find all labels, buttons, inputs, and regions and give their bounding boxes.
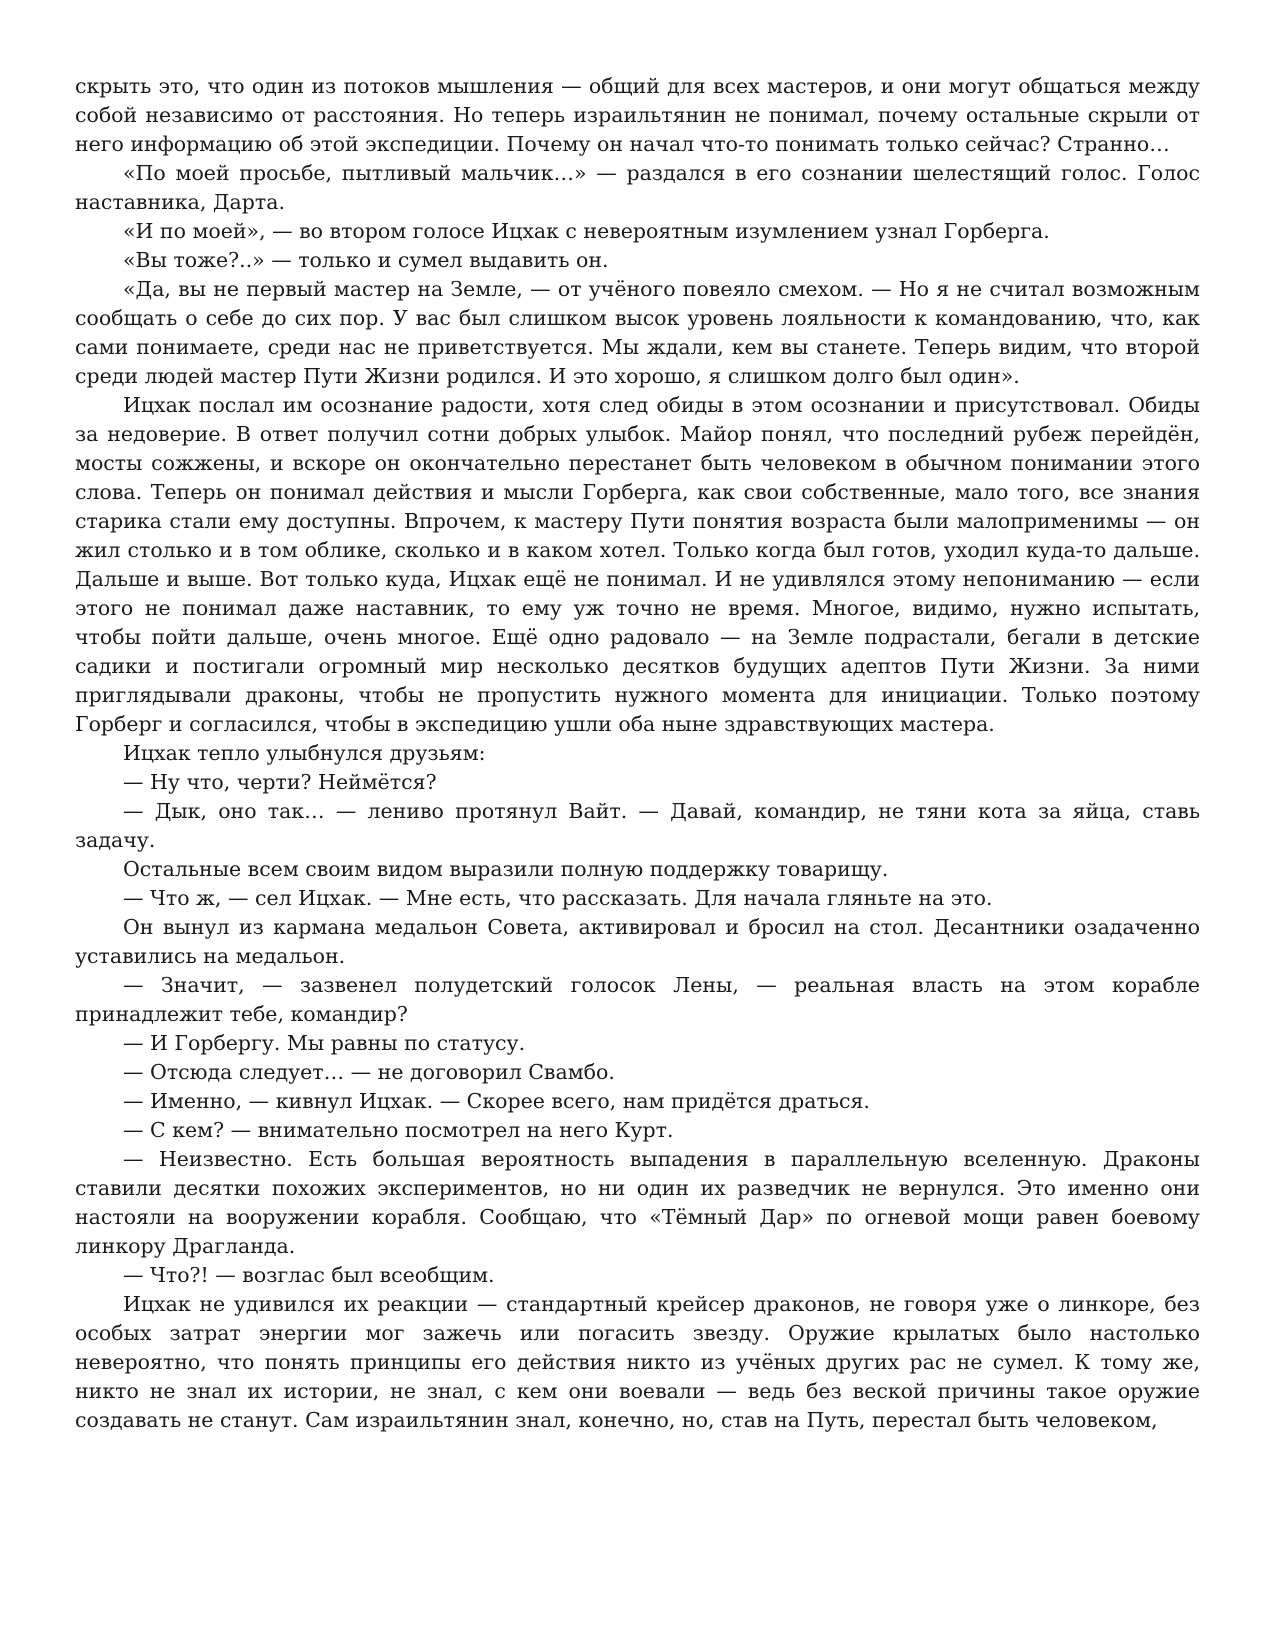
paragraph: — Что?! — возглас был всеобщим. bbox=[123, 1263, 495, 1287]
paragraph: скрыть это, что один из потоков мышления — общий для всех мастеров, и они могут общаться между собой независимо от расстояния. Но теперь израильтянин не понимал, почему остальные скрыли от него информацию об этой экспедиции. Почему он начал что-то понимать только сейчас? Странно… bbox=[75, 74, 1200, 156]
paragraph: Ицхак не удивился их реакции — стандартный крейсер драконов, не говоря уже о линкоре, без особых затрат энергии мог зажечь или погасить звезду. Оружие крылатых было настолько невероятно, что понять принципы его действия никто из учёных других рас не сумел. К тому же, никто не знал их истории, не знал, с кем они воевали — ведь без веской причины такое оружие создавать не станут. Сам израильтянин знал, конечно, но, став на Путь, перестал быть человеком, bbox=[75, 1292, 1200, 1432]
paragraph: — Отсюда следует… — не договорил Свамбо. bbox=[123, 1060, 615, 1084]
paragraph: Ицхак тепло улыбнулся друзьям: bbox=[123, 741, 486, 765]
paragraph: Он вынул из кармана медальон Совета, активировал и бросил на стол. Десантники озадаченно уставились на медальон. bbox=[75, 915, 1200, 968]
paragraph: «Да, вы не первый мастер на Земле, — от учёного повеяло смехом. — Но я не считал возможным сообщать о себе до сих пор. У вас был слишком высок уровень лояльности к командованию, что, как сами понимаете, среди нас не приветствуется. Мы ждали, кем вы станете. Теперь видим, что второй среди людей мастер Пути Жизни родился. И это хорошо, я слишком долго был один». bbox=[75, 277, 1200, 388]
paragraph: — Значит, — зазвенел полудетский голосок Лены, — реальная власть на этом корабле принадлежит тебе, командир? bbox=[75, 973, 1200, 1026]
paragraph: Ицхак послал им осознание радости, хотя след обиды в этом осознании и присутствовал. Обиды за недоверие. В ответ получил сотни добрых улыбок. Майор понял, что последний рубеж перейдён, мосты сожжены, и вскоре он окончательно перестанет быть человеком в обычном понимании этого слова. Теперь он понимал действия и мысли Горберга, как свои собственные, мало того, все знания старика стали ему доступны. Впрочем, к мастеру Пути понятия возраста были малоприменимы — он жил столько и в том облике, сколько и в каком хотел. Только когда был готов, уходил куда-то дальше. Дальше и выше. Вот только куда, Ицхак ещё не понимал. И не удивлялся этому непониманию — если этого не понимал даже наставник, то ему уж точно не время. Многое, видимо, нужно испытать, чтобы пойти дальше, очень многое. Ещё одно радовало — на Земле подрастали, бегали в детские садики и постигали огромный мир несколько десятков будущих адептов Пути Жизни. За ними приглядывали драконы, чтобы не пропустить нужного момента для инициации. Только поэтому Горберг и согласился, чтобы в экспедицию ушли оба ныне здравствующих мастера. bbox=[75, 393, 1200, 736]
paragraph: — Ну что, черти? Неймётся? bbox=[123, 770, 437, 794]
paragraph: — Что ж, — сел Ицхак. — Мне есть, что рассказать. Для начала гляньте на это. bbox=[123, 886, 993, 910]
paragraph: «Вы тоже?..» — только и сумел выдавить он. bbox=[123, 248, 609, 272]
book-page bbox=[75, 72, 1200, 1435]
paragraph: — Дык, оно так… — лениво протянул Вайт. — Давай, командир, не тяни кота за яйца, ставь задачу. bbox=[75, 799, 1200, 852]
paragraph: «По моей просьбе, пытливый мальчик…» — раздался в его сознании шелестящий голос. Голос наставника, Дарта. bbox=[75, 161, 1200, 214]
paragraph: — И Горбергу. Мы равны по статусу. bbox=[123, 1031, 526, 1055]
paragraph: Остальные всем своим видом выразили полную поддержку товарищу. bbox=[123, 857, 889, 881]
paragraph: — Именно, — кивнул Ицхак. — Скорее всего, нам придётся драться. bbox=[123, 1089, 870, 1113]
paragraph: «И по моей», — во втором голосе Ицхак с невероятным изумлением узнал Горберга. bbox=[123, 219, 1050, 243]
paragraph: — С кем? — внимательно посмотрел на него Курт. bbox=[123, 1118, 674, 1142]
paragraph: — Неизвестно. Есть большая вероятность выпадения в параллельную вселенную. Драконы ставили десятки похожих экспериментов, но ни один их разведчик не вернулся. Это именно они настояли на вооружении корабля. Сообщаю, что «Тёмный Дар» по огневой мощи равен боевому линкору Драгланда. bbox=[75, 1147, 1200, 1258]
